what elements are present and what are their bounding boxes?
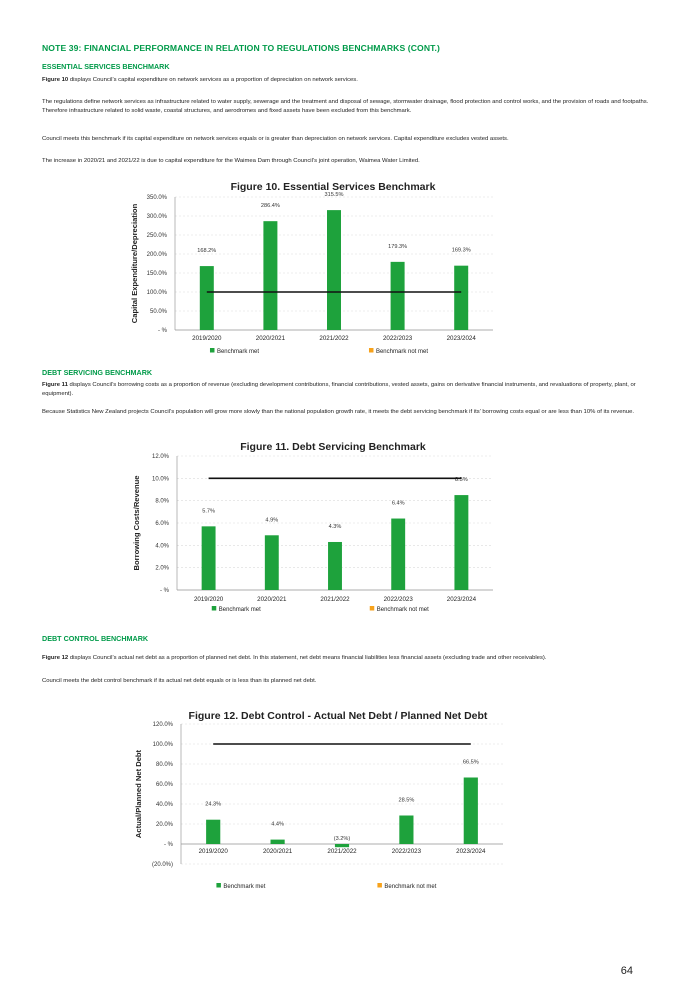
x-tick-label: 2019/2020 [192, 335, 222, 342]
paragraph: Because Statistics New Zealand projects Council’s population will grow more slowly than the national population growth rate, it meets the debt servicing benchmark if its’ borrowing costs equal or are less than 10% of its revenue. [42, 409, 634, 415]
y-tick-label: 12.0% [151, 454, 169, 460]
bar [200, 266, 214, 330]
data-label: 28.5% [398, 797, 415, 804]
legend-swatch-met [212, 606, 217, 611]
data-label: 179.3% [388, 243, 408, 250]
data-label: 315.5% [324, 192, 344, 199]
data-label: 4.3% [328, 523, 342, 530]
x-tick-label: 2023/2024 [456, 848, 486, 855]
bar [454, 266, 468, 330]
y-tick-label: 250.0% [146, 233, 167, 239]
bar [399, 816, 413, 845]
y-tick-label: 100.0% [152, 742, 173, 748]
x-tick-label: 2020/2021 [262, 848, 293, 855]
bar [327, 210, 341, 330]
data-label: 168.2% [197, 248, 217, 255]
x-tick-label: 2021/2022 [320, 596, 350, 603]
legend-label-met: Benchmark met [216, 349, 259, 355]
data-label: 169.3% [451, 247, 471, 254]
y-tick-label: (20.0%) [151, 862, 173, 868]
y-tick-label: 8.0% [155, 498, 169, 505]
data-label: 66.5% [462, 759, 479, 766]
legend-swatch-not-met [369, 348, 374, 353]
x-tick-label: 2022/2023 [391, 848, 422, 855]
data-label: (3.2%) [333, 836, 351, 842]
bar [271, 840, 285, 844]
y-tick-label: 200.0% [146, 252, 167, 258]
paragraph [42, 381, 654, 398]
data-label: 4.4% [271, 821, 284, 828]
y-tick-label: 120.0% [152, 722, 173, 728]
figure-11-chart [125, 436, 505, 616]
y-tick-label: 6.0% [155, 521, 169, 527]
legend-label-met: Benchmark met [218, 607, 261, 613]
legend-label-not-met: Benchmark not met [376, 607, 429, 613]
y-tick-label: 60.0% [155, 782, 173, 788]
figure-ref: Figure 12 [42, 655, 69, 661]
legend-swatch-met [210, 348, 215, 353]
paragraph: The regulations define network services as infrastructure related to water supply, sewerage and the treatment and disposal of sewage, stormwater drainage, flood protection and control works, and the provision of roads and footpaths. Therefore infrastructure related to solid waste, coastal structures, and aerodromes and fixed assets have been excluded from this benchmark. [42, 99, 649, 114]
bar [263, 221, 277, 330]
bar [391, 519, 405, 590]
paragraph-text: displays Council’s actual net debt as a proportion of planned net debt. In this statement, net debt means financial liabilities less financial assets (excluding trade and other receivables). [68, 655, 547, 661]
chart-title: Figure 11. Debt Servicing Benchmark [240, 441, 426, 453]
legend-label-not-met: Benchmark not met [384, 884, 437, 890]
figure-ref: Figure 10 [42, 77, 69, 83]
y-tick-label: 2.0% [155, 565, 169, 572]
y-tick-label: 4.0% [155, 543, 169, 550]
data-label: 8.5% [455, 477, 468, 484]
legend-label-not-met: Benchmark not met [375, 349, 429, 355]
y-axis-label: Actual/Planned Net Debt [134, 749, 143, 839]
y-tick-label: 40.0% [155, 802, 173, 808]
legend-label-met: Benchmark met [223, 884, 266, 890]
section-heading-debt-servicing: DEBT SERVICING BENCHMARK [42, 368, 153, 377]
paragraph: Council meets this benchmark if its capital expenditure on network services equals or is greater than depreciation on network services. Capital expenditure excludes vested assets. [42, 136, 509, 142]
y-tick-label: 80.0% [155, 762, 173, 768]
y-tick-label: - % [160, 588, 169, 594]
legend-swatch-not-met [377, 883, 382, 888]
data-label: 4.9% [265, 517, 279, 524]
x-tick-label: 2020/2021 [255, 335, 286, 342]
x-tick-label: 2022/2023 [383, 596, 413, 603]
figure-ref: Figure 11 [42, 382, 68, 388]
bar [454, 495, 468, 590]
y-tick-label: - % [158, 328, 167, 334]
chart-title: Figure 10. Essential Services Benchmark [230, 181, 436, 193]
y-tick-label: 300.0% [146, 214, 167, 220]
page-title: NOTE 39: FINANCIAL PERFORMANCE IN RELATION TO REGULATIONS BENCHMARKS (CONT.) [42, 43, 440, 53]
y-axis-label: Borrowing Costs/Revenue [132, 475, 141, 571]
y-tick-label: 10.0% [151, 476, 169, 483]
legend-swatch-met [216, 883, 221, 888]
legend-swatch-not-met [370, 606, 375, 611]
x-tick-label: 2021/2022 [319, 335, 349, 342]
x-tick-label: 2020/2021 [257, 596, 287, 603]
bar [391, 262, 405, 330]
y-tick-label: 20.0% [155, 822, 173, 828]
bar [335, 844, 349, 847]
paragraph-text: displays Council’s capital expenditure on network services as a proportion of depreciation on network services. [68, 77, 358, 83]
page-number: 64 [620, 965, 633, 977]
section-heading-essential: ESSENTIAL SERVICES BENCHMARK [42, 62, 170, 71]
x-tick-label: 2023/2024 [446, 596, 477, 603]
y-axis-label: Capital Expenditure/Depreciation [130, 203, 139, 324]
bar [464, 778, 478, 845]
paragraph [42, 76, 654, 85]
bar [202, 526, 216, 590]
paragraph [42, 654, 654, 663]
chart-title: Figure 12. Debt Control - Actual Net Debt / Planned Net Debt [188, 710, 488, 722]
x-tick-label: 2019/2020 [198, 848, 228, 855]
data-label: 5.7% [202, 508, 215, 515]
data-label: 286.4% [260, 203, 280, 210]
bar [206, 820, 220, 844]
paragraph: Council meets the debt control benchmark if its actual net debt equals or is less than its planned net debt. [42, 678, 317, 684]
y-tick-label: - % [164, 842, 173, 848]
bar [265, 535, 279, 590]
data-label: 6.4% [391, 500, 405, 507]
data-label: 24.3% [205, 801, 222, 808]
x-tick-label: 2021/2022 [327, 848, 357, 855]
paragraph: The increase in 2020/21 and 2021/22 is due to capital expenditure for the Waimea Dam through Council’s joint operation, Waimea Water Limited. [42, 158, 420, 164]
section-heading-debt-control: DEBT CONTROL BENCHMARK [42, 634, 149, 643]
figure-12-chart [125, 705, 515, 893]
y-tick-label: 100.0% [146, 290, 167, 296]
bar [328, 542, 342, 590]
x-tick-label: 2019/2020 [193, 596, 224, 603]
y-tick-label: 350.0% [146, 195, 167, 201]
y-tick-label: 50.0% [149, 309, 167, 315]
x-tick-label: 2023/2024 [446, 335, 476, 342]
x-tick-label: 2022/2023 [382, 335, 413, 342]
figure-10-chart [125, 176, 505, 358]
y-tick-label: 150.0% [146, 271, 167, 277]
paragraph-text: displays Council’s borrowing costs as a proportion of revenue (excluding development contributions, financial contributions, vested assets, gains on derivative financial instruments, and revaluations of property, plant, or equipment). [42, 382, 636, 397]
